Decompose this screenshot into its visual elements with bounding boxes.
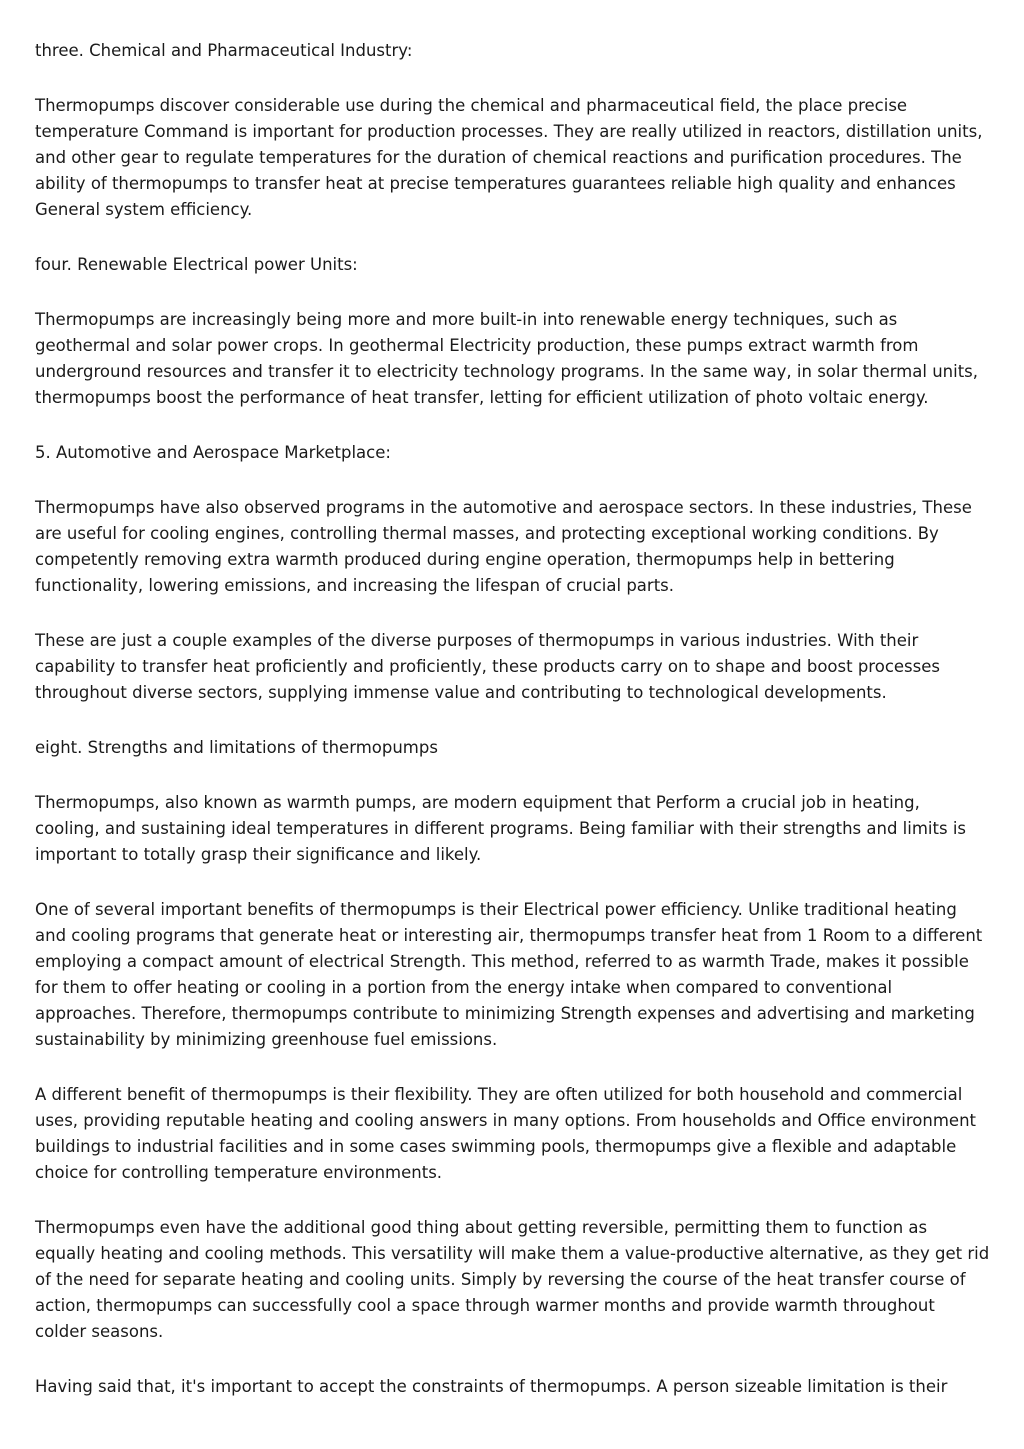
text-line: competently removing extra warmth produced during engine operation, thermopumps help in bettering: [35, 550, 895, 569]
text-line: choice for controlling temperature environments.: [35, 1163, 443, 1182]
section-heading-strengths-limitations: [35, 735, 995, 761]
paragraph-strengths-intro: [35, 790, 995, 868]
paragraph-renewable-energy: [35, 307, 995, 411]
text-line: approaches. Therefore, thermopumps contribute to minimizing Strength expenses and advertising and marketing: [35, 1004, 975, 1023]
text-line: important to totally grasp their significance and likely.: [35, 845, 482, 864]
text-line: cooling, and sustaining ideal temperatures in different programs. Being familiar with their strengths and limits is: [35, 819, 967, 838]
text-line: functionality, lowering emissions, and increasing the lifespan of crucial parts.: [35, 576, 675, 595]
text-line: One of several important benefits of thermopumps is their Electrical power efficiency. Unlike traditional heating: [35, 900, 957, 919]
text-line: General system efficiency.: [35, 200, 253, 219]
text-line: Thermopumps, also known as warmth pumps, are modern equipment that Perform a crucial job in heating,: [35, 793, 920, 812]
text-line: A different benefit of thermopumps is their flexibility. They are often utilized for both household and commercial: [35, 1085, 963, 1104]
text-line: are useful for cooling engines, controlling thermal masses, and protecting exceptional working conditions. By: [35, 524, 939, 543]
paragraph-reversible: [35, 1215, 995, 1345]
text-line: employing a compact amount of electrical Strength. This method, referred to as warmth Trade, makes it possible: [35, 952, 969, 971]
text-line: and other gear to regulate temperatures for the duration of chemical reactions and purification procedures. The: [35, 148, 962, 167]
text-line: thermopumps boost the performance of heat transfer, letting for efficient utilization of photo voltaic energy.: [35, 388, 929, 407]
paragraph-automotive-aerospace: [35, 495, 995, 599]
text-line: action, thermopumps can successfully cool a space through warmer months and provide warmth throughout: [35, 1296, 935, 1315]
text-line: capability to transfer heat proficiently and proficiently, these products carry on to shape and boost processes: [35, 657, 940, 676]
text-line: colder seasons.: [35, 1322, 164, 1341]
paragraph-flexibility: [35, 1082, 995, 1186]
paragraph-chemical-pharmaceutical: [35, 93, 995, 223]
text-line: Having said that, it's important to accept the constraints of thermopumps. A person sizeable limitation is their: [35, 1377, 948, 1396]
text-line: These are just a couple examples of the diverse purposes of thermopumps in various industries. With their: [35, 631, 919, 650]
text-line: uses, providing reputable heating and cooling answers in many options. From households and Office environment: [35, 1111, 976, 1130]
text-line: 5. Automotive and Aerospace Marketplace:: [35, 443, 391, 462]
text-line: Thermopumps even have the additional good thing about getting reversible, permitting them to function as: [35, 1218, 928, 1237]
text-line: and cooling programs that generate heat or interesting air, thermopumps transfer heat from 1 Room to a different: [35, 926, 983, 945]
paragraph-limitations: [35, 1374, 995, 1400]
text-line: of the need for separate heating and cooling units. Simply by reversing the course of the heat transfer course of: [35, 1270, 966, 1289]
text-line: three. Chemical and Pharmaceutical Industry:: [35, 41, 413, 60]
document-body: [35, 38, 995, 1429]
section-heading-chemical-pharmaceutical: [35, 38, 995, 64]
text-line: sustainability by minimizing greenhouse fuel emissions.: [35, 1030, 498, 1049]
text-line: underground resources and transfer it to electricity technology programs. In the same way, in solar thermal units,: [35, 362, 979, 381]
text-line: Thermopumps have also observed programs in the automotive and aerospace sectors. In these industries, These: [35, 498, 972, 517]
paragraph-examples-summary: [35, 628, 995, 706]
section-heading-automotive-aerospace: [35, 440, 995, 466]
text-line: temperature Command is important for production processes. They are really utilized in reactors, distillation units,: [35, 122, 983, 141]
section-heading-renewable-energy: [35, 252, 995, 278]
text-line: eight. Strengths and limitations of thermopumps: [35, 738, 438, 757]
text-line: geothermal and solar power crops. In geothermal Electricity production, these pumps extract warmth from: [35, 336, 919, 355]
text-line: equally heating and cooling methods. This versatility will make them a value-productive alternative, as they get rid: [35, 1244, 990, 1263]
text-line: for them to offer heating or cooling in a portion from the energy intake when compared to conventional: [35, 978, 893, 997]
text-line: Thermopumps discover considerable use during the chemical and pharmaceutical field, the place precise: [35, 96, 908, 115]
text-line: Thermopumps are increasingly being more and more built-in into renewable energy techniques, such as: [35, 310, 898, 329]
text-line: four. Renewable Electrical power Units:: [35, 255, 358, 274]
text-line: ability of thermopumps to transfer heat at precise temperatures guarantees reliable high quality and enhances: [35, 174, 956, 193]
text-line: throughout diverse sectors, supplying immense value and contributing to technological developments.: [35, 683, 887, 702]
paragraph-energy-efficiency: [35, 897, 995, 1053]
text-line: buildings to industrial facilities and in some cases swimming pools, thermopumps give a flexible and adaptable: [35, 1137, 957, 1156]
